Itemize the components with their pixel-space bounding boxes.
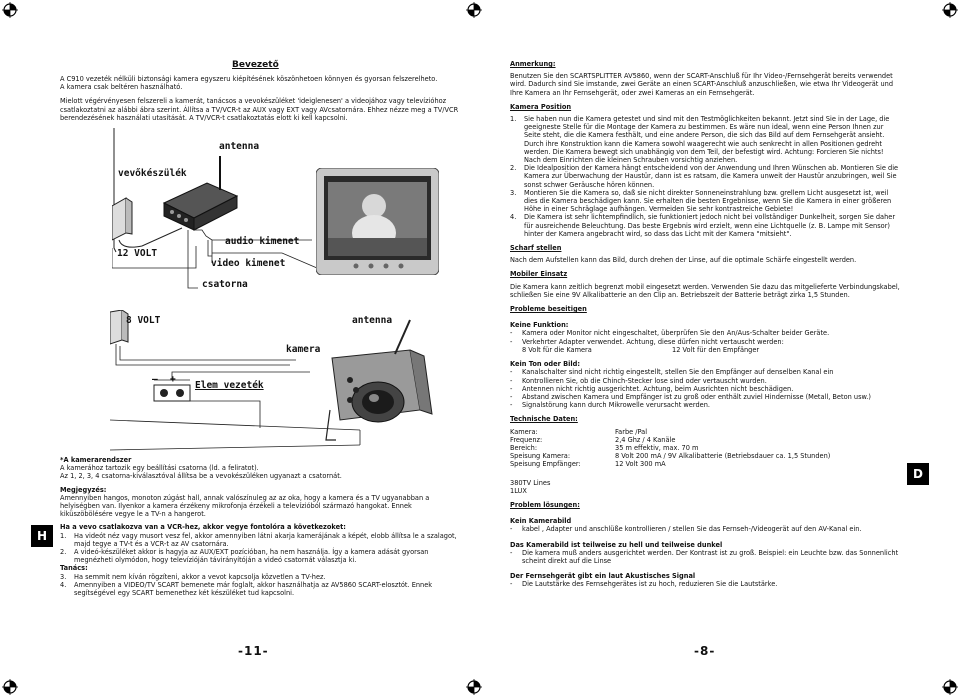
position-heading: Kamera Position [510,102,572,111]
tips-heading: Tanács: [60,564,88,573]
left-body [60,456,460,597]
left-page-number: -11- [238,644,269,658]
registration-mark-bottom-center [466,679,482,695]
anmerkung-paragraph: Benutzen Sie den SCARTSPLITTER AV5860, wenn der SCART-Anschluß für Ihr Video-/Fernsehgerät bereits verwendet wird. Dadurch sind Sie imstande, zwei Geräte an einen SCART-Anschluß anzuschließen, wie etwa Ihr Videogerät und Ihre Kamera an Ihr Fernsehgerät, oder zwei Kameras an ein Fernsehgerät. [510,72,894,97]
spec-key: Kamera: [510,427,538,436]
nofunction-list [510,329,902,354]
list-item: 3. Ha semmit nem kíván rögzíteni, akkor a vevot kapcsolja közvetlen a TV-hez. [60,572,326,581]
label-8-volt: 8 VOLT [126,315,161,326]
acoustic-list [510,580,902,588]
label-minus: — [152,374,158,385]
note-heading: Megjegyzés: [60,485,107,494]
acoustic-heading: Der Fernsehgerät gibt ein laut Akustisches Signal [510,572,696,581]
tech-heading: Technische Daten: [510,415,578,424]
camera-body [326,320,432,440]
spec-value: 8 Volt 200 mA / 9V Alkalibatterie (Betriebsdauer ca. 1,5 Stunden) [615,452,831,461]
registration-mark-top-right [942,2,958,18]
nopicture-heading: Kein Kamerabild [510,517,572,526]
lux: 1LUX [510,486,527,495]
label-12-volt: 12 VOLT [117,248,158,259]
partial-heading: Das Kamerabild ist teilweise zu hell und teilweise dunkel [510,540,723,549]
spec-key: Speisung Kamera: [510,452,571,461]
list-item: 4. Amennyiben a VIDEO/TV SCART bemenete már foglalt, akkor használhatja az AV5860 SCART-elosztót. Ennek segítségével egy SCART bemenethez két készüléket tud kapcsolni. [60,580,433,598]
focus-paragraph: Nach dem Aufstellen kann das Bild, durch drehen der Linse, auf die optimale Schärfe eingestellt werden. [510,256,857,265]
label-audio-output: audio kimenet [225,236,300,247]
list-item: - Die kamera muß anders ausgerichtet werden. Der Kontrast ist zu groß. Beispiel: ein Leuchte bzw. das Sonnenlicht scheint direkt auf die Linse [510,548,899,565]
list-item: - Signalstörung kann durch Mikrowelle verursacht werden. [510,401,710,410]
registration-mark-bottom-left [2,679,18,695]
right-body [510,60,902,589]
right-page-number: -8- [694,644,716,658]
mobile-heading: Mobiler Einsatz [510,270,568,279]
registration-mark-top-center [466,2,482,18]
spec-value: 12 Volt 300 mA [615,460,666,469]
adapter-line: 8 Volt für die Kamera 12 Volt für den Empfänger [522,345,760,354]
nofunction-heading: Keine Funktion: [510,321,569,330]
intro-paragraph-1: A C910 vezeték nélküli biztonsági kamera egyszeru kiépítésének köszönhetoen könnyen és gyorsan felszerelheto. [60,75,438,83]
language-tab-d: D [907,463,929,485]
partial-list [510,549,902,565]
list-item: - Kontrollieren Sie, ob die Chinch-Stecker lose sind oder vertauscht wurden. [510,376,767,385]
list-item: - Verkehrter Adapter verwendet. Achtung, diese dürfen nicht vertauscht werden: [510,337,784,346]
spec-key: Frequenz: [510,435,543,444]
list-item: - Kanalschalter sind nicht richtig eingestellt, stellen Sie den Empfänger auf denselben Kanal ein [510,368,834,377]
list-item: 3. Montieren Sie die Kamera so, daß sie nicht direkter Sonneneinstrahlung bzw. grellem Licht ausgesetzt ist, weil dies die Kamera beschädigen kann. Sie erhalten die besten Ergebnisse, wenn Sie die Kamera in einer größeren Höhe in einer Schräglage aufhängen. Vermeiden Sie sehr kontrastreiche Gebiete! [510,188,892,214]
spec-key: Bereich: [510,443,538,452]
label-antenna-1: antenna [219,141,260,152]
nopicture-list [510,525,902,533]
tips-list [60,573,460,598]
anmerkung-heading: Anmerkung: [510,60,556,68]
list-item: 1. Ha videót néz vagy musort vesz fel, akkor amennyiben látni akarja kamerájának a képét, elobb állítsa le a szalagot, majd tegye a TV-t és a VCR-t az AV csatornára. [60,531,457,548]
mobile-paragraph: Die Kamera kann zeitlich begrenzt mobil eingesetzt werden. Verwenden Sie dazu das mitgelieferte Verbindungskabel, schließen Sie eine 9V Alkalibatterie an den Clip an. Betriebszeit der Batterie beträgt zirka 1,5 Stunden. [510,282,900,299]
registration-mark-bottom-right [942,679,958,695]
camsys-paragraph-1: A kamerához tartozik egy beállítási csatorna (ld. a feliratot). [60,464,259,473]
solutions-heading: Problem lösungen: [510,500,580,509]
note-paragraph: Amennyiben hangos, monoton zúgást hall, annak valószínuleg az az oka, hogy a kamera és a TV ugyanabban a helyiségben van. Ilyenkor a kamera érzékeny mikrofonja érzékeli a televízióból származó hangokat. Ennek kiküszöbölésére vegye le a TV-n a hangerot. [60,493,430,519]
spec-value: 2,4 Ghz / 4 Kanäle [615,435,676,444]
camera-diagram-drawing [110,310,460,460]
nosound-heading: Kein Ton oder Bild: [510,360,581,369]
vcr-list [60,532,460,565]
list-item: - kabel , Adapter und anschlüße kontrollieren / stellen Sie das Fernseh-/Videogerät auf den AV-Kanal ein. [510,525,862,534]
spec-value: Farbe /Pal [615,427,648,436]
tech-specs [510,428,902,469]
label-video-output: video kimenet [211,258,286,269]
left-intro [60,75,460,126]
camsys-heading: *A kamerarendszer [60,456,132,464]
label-antenna-2: antenna [352,315,393,326]
nosound-list [510,368,902,409]
label-channel: csatorna [202,279,248,290]
list-item: - Abstand zwischen Kamera und Empfänger ist zu groß oder enthält zuviel Hindernisse (Metall, Beton usw.) [510,392,871,401]
label-battery-lead: Elem vezeték [195,380,264,391]
spec-key: Speisung Empfänger: [510,460,581,469]
problems-heading: Probleme beseitigen [510,305,587,314]
label-camera: kamera [286,344,321,355]
list-item: 4. Die Kamera ist sehr lichtempfindlich, sie funktioniert jedoch nicht bei vollständiger Dunkelheit, sorgen Sie daher für ausreichende Beleuchtung. Das beste Ergebnis wird erzielt, wenn eine Lichtquelle (z. B. Lampe mit Sensor) hinter der Kamera angebracht wird, so dass das Licht mit der Kamera "mitsieht". [510,213,896,238]
vcr-heading: Ha a vevo csatlakozva van a VCR-hez, akkor vegye fontolóra a következoket: [60,523,346,532]
camera-diagram [110,310,460,460]
spec-value: 35 m effektiv, max. 70 m [615,443,699,452]
intro-paragraph-1b: A kamera csak beltéren használható. [60,83,183,92]
position-list [510,115,902,238]
list-item: 1. Sie haben nun die Kamera getestet und sind mit den Testmöglichkeiten bekannt. Jetzt sind Sie in der Lage, die geeigneste Stelle für die Montage der Kamera zu bestimmen. Es wäre nun ideal, wenn eine Person Ihnen zur Seite steht, die die Kamera festhält, und eine andere Person, die sich das Bild auf dem Fernsehgerät ansieht. Durch ihre Konstruktion kann die Kamera sowohl waagerecht wie auch senkrecht in allen Positionen gedreht werden. Die Kamera bewegt sich unabhängig von dem Teil, der befestigt wird. Achtung: Forcieren Sie nichts! Nach dem Einrichten die kleinen Schrauben vorsichtig anziehen. [510,115,890,165]
list-item: - Kamera oder Monitor nicht eingeschaltet, überprüfen Sie den An/Aus-Schalter beider Geräte. [510,329,830,338]
focus-heading: Scharf stellen [510,244,562,253]
language-tab-h: H [31,525,53,547]
list-item: 2. Die Idealposition der Kamera hängt entscheidend von der Anwendung und Ihren Wünschen ab. Montieren Sie die Kamera zur Überwachung der Haustür, dann ist es ratsam, die Kamera unweit der Haustür anzubringen, weil Sie sonst schwer Geräusche hören können. [510,164,899,189]
left-page-title: Bevezető [232,60,279,70]
intro-paragraph-2: Mielott végérvényesen felszereli a kamerát, tanácsos a vevokészüléket 'ideiglenesen' a videojához vagy televízióhoz csatlakoztatni az alábbi ábra szerint. Állítsa a TV/VCR-t az AUX vagy EXT vagy AVcsatornára. Ehhez nézze meg a TV/VCR berendezésének használati utasítását. A TV/VCR-t csatlakoztatás elott ki kell kapcsolni. [60,97,459,122]
registration-mark-top-left [2,2,18,18]
label-plus: + [170,374,176,385]
list-item: - Die Lautstärke des Fernsehgerätes ist zu hoch, reduzieren Sie die Lautstärke. [510,580,778,589]
label-receiver: vevőkészülék [118,168,187,179]
camsys-paragraph-2: Az 1, 2, 3, 4 csatorna-kiválasztóval állítsa be a vevokészüléken ugyanazt a csatornát. [60,472,342,481]
list-item: - Antennen nicht richtig ausgerichtet. Achtung, beim Ausrichten nicht beschädigen. [510,384,794,393]
tv-lines: 380TV Lines [510,478,551,487]
list-item: 2. A videó-készüléket akkor is hagyja az AUX/EXT pozícióban, ha nem használja. Így a kamera adását gyorsan megnézheti olymódon, hogy televízióján távirányítóján a videó csatornát választja ki. [60,548,429,565]
monitor-image [316,168,439,275]
